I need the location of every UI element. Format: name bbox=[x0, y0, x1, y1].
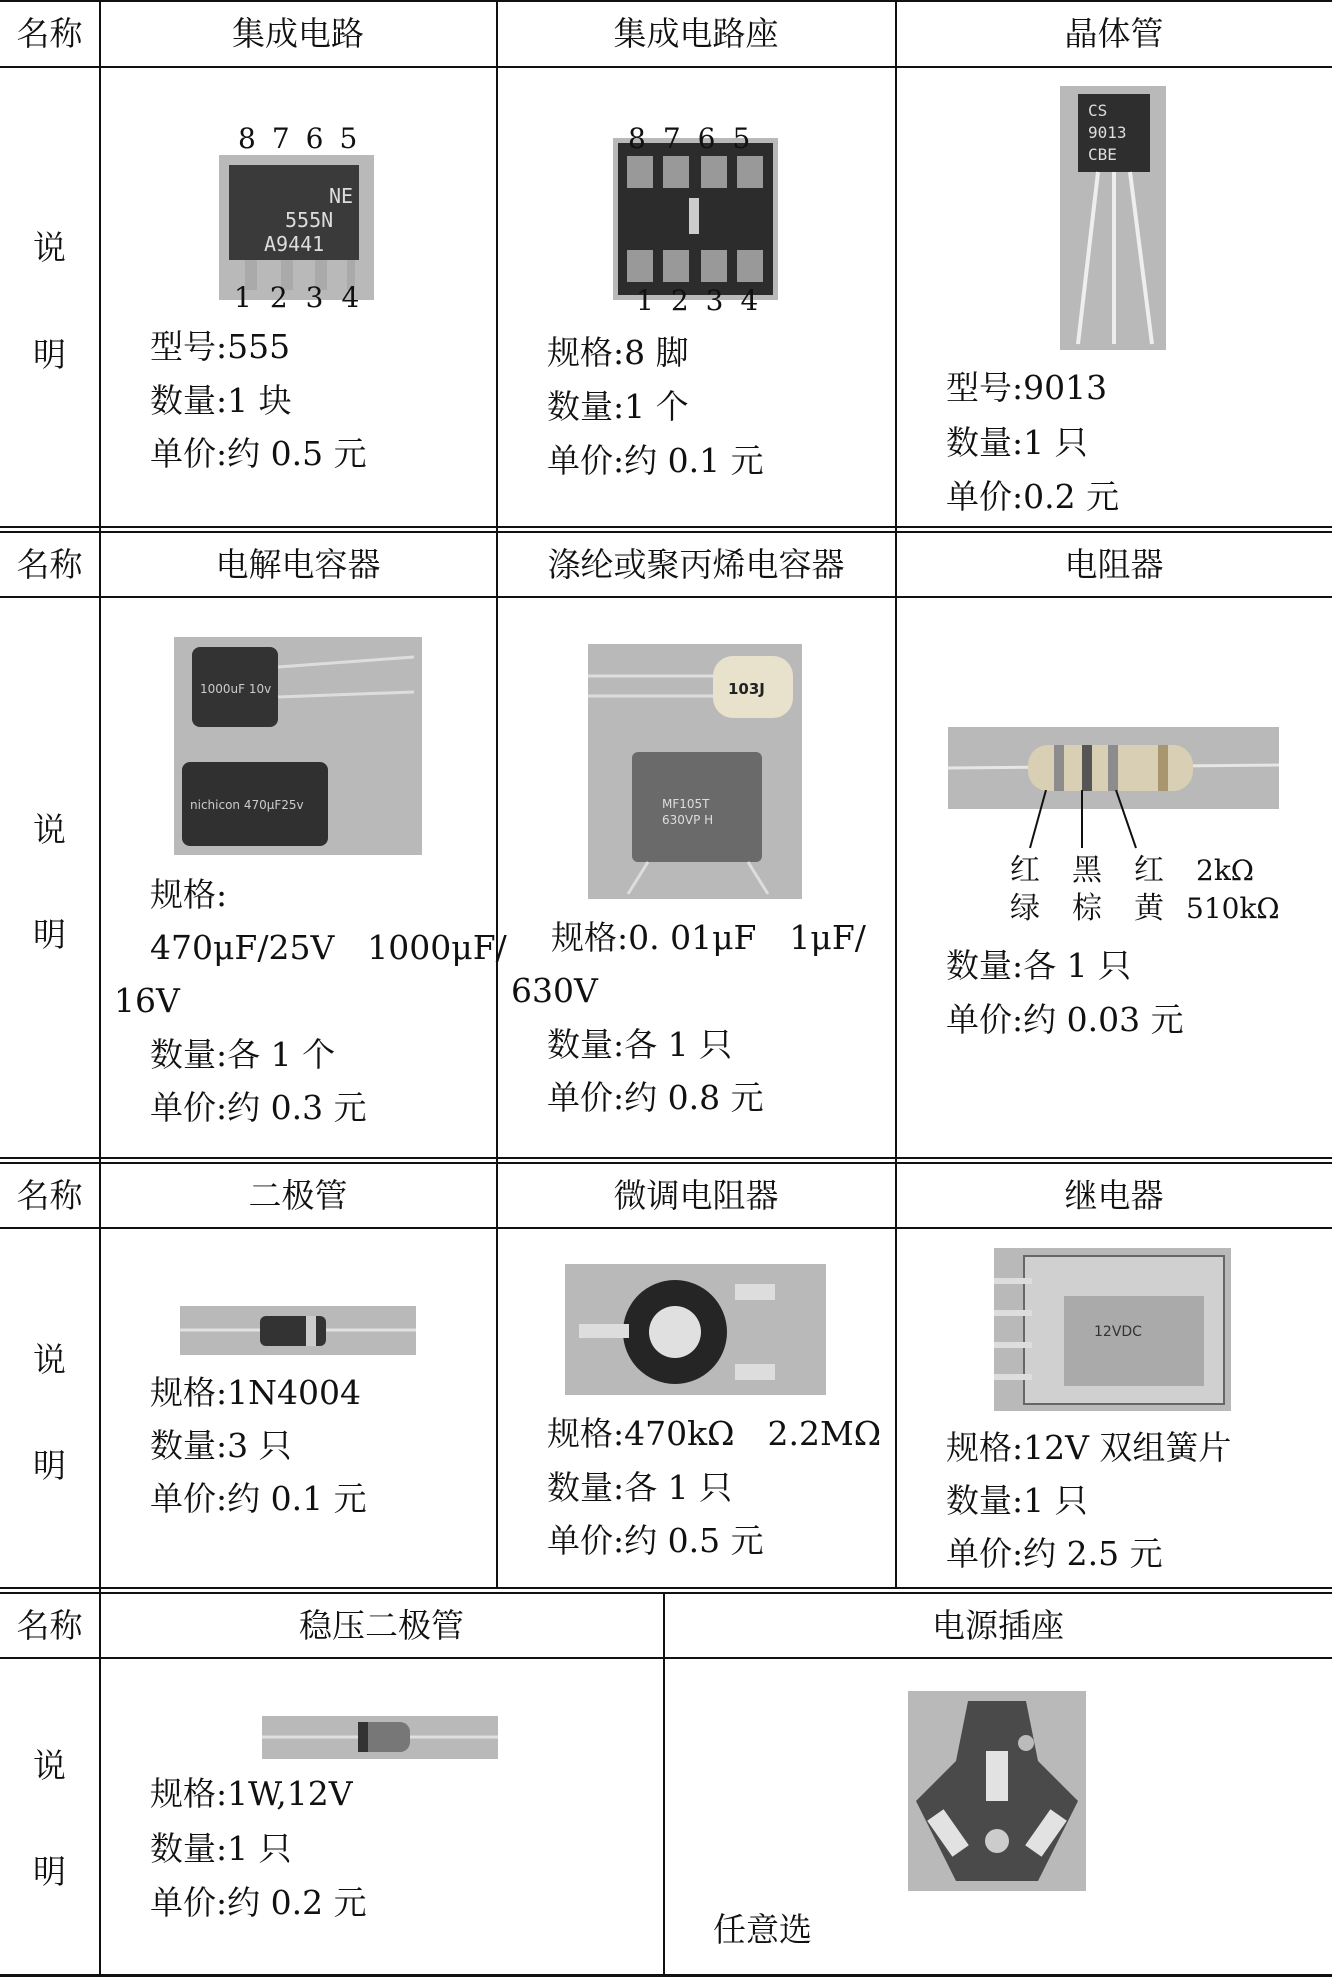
pin-numbers-bottom: 1234 bbox=[636, 284, 776, 317]
spec-line: 单价:约 0.5 元 bbox=[547, 1521, 764, 1560]
col-rule bbox=[496, 0, 498, 1589]
header-label: 名称 bbox=[16, 14, 83, 53]
section-divider bbox=[0, 526, 1332, 528]
spec-line: 单价:约 0.1 元 bbox=[547, 441, 764, 480]
spec-line: 数量:各 1 只 bbox=[547, 1025, 733, 1064]
pin-numbers-bottom: 1234 bbox=[234, 281, 378, 314]
zener-diode-photo bbox=[262, 1716, 498, 1759]
section-divider bbox=[0, 1162, 1332, 1164]
spec-line: 单价:约 2.5 元 bbox=[946, 1534, 1163, 1573]
spec-line: 数量:各 1 个 bbox=[150, 1035, 336, 1074]
spec-line: 16V bbox=[114, 981, 180, 1020]
table-bottom-rule bbox=[0, 1974, 1332, 1977]
section-divider bbox=[0, 1592, 1332, 1594]
band-label: 棕 bbox=[1072, 891, 1102, 926]
spec-line: 数量:各 1 只 bbox=[946, 946, 1132, 985]
desc-label: 说 bbox=[33, 1746, 66, 1785]
band-label: 绿 bbox=[1010, 891, 1040, 926]
film-capacitor-photo bbox=[588, 644, 802, 899]
spec-line: 规格:470kΩ 2.2MΩ bbox=[547, 1414, 882, 1453]
band-pointer-lines bbox=[1000, 790, 1160, 850]
spec-line: 数量:3 只 bbox=[150, 1426, 292, 1465]
desc-label: 明 bbox=[33, 1446, 66, 1485]
header-label: 名称 bbox=[16, 545, 83, 584]
cap-mark-5: 630VP H bbox=[662, 813, 714, 827]
band-value: 2kΩ bbox=[1196, 854, 1254, 887]
spec-line: 单价:约 0.3 元 bbox=[150, 1088, 367, 1127]
desc-label: 说 bbox=[33, 810, 66, 849]
col-rule bbox=[99, 0, 101, 1976]
spec-line: 任意选 bbox=[713, 1910, 812, 1949]
item-name: 二极管 bbox=[248, 1176, 348, 1215]
item-name: 集成电路座 bbox=[613, 14, 779, 53]
band-label: 红 bbox=[1134, 853, 1164, 888]
ic-mark-2: 555N bbox=[285, 208, 334, 232]
trimmer-resistor-photo bbox=[565, 1264, 826, 1395]
diode-photo bbox=[180, 1306, 416, 1355]
spec-line: 数量:1 只 bbox=[150, 1829, 292, 1868]
relay-mark: 12VDC bbox=[1094, 1324, 1142, 1340]
spec-line: 规格:1N4004 bbox=[150, 1373, 361, 1412]
spec-line: 630V bbox=[511, 971, 598, 1010]
rule bbox=[0, 66, 1332, 68]
desc-label: 说 bbox=[33, 1340, 66, 1379]
band-label: 红 bbox=[1010, 853, 1040, 888]
item-name: 继电器 bbox=[1064, 1176, 1164, 1215]
col-rule bbox=[895, 0, 897, 1589]
spec-line: 470μF/25V 1000μF/ bbox=[150, 928, 507, 967]
ic-socket-photo bbox=[613, 138, 778, 300]
item-name: 电解电容器 bbox=[215, 545, 381, 584]
band-value: 510kΩ bbox=[1186, 892, 1280, 925]
spec-line: 单价:约 0.5 元 bbox=[150, 434, 367, 473]
desc-label: 明 bbox=[33, 1852, 66, 1891]
spec-line: 数量:1 只 bbox=[946, 1481, 1088, 1520]
pin-numbers-top: 8765 bbox=[238, 122, 374, 155]
table-top-rule bbox=[0, 0, 1332, 2]
header-label: 名称 bbox=[16, 1606, 83, 1645]
col-rule bbox=[663, 1592, 665, 1976]
spec-line: 型号:9013 bbox=[946, 368, 1108, 407]
transistor-mark-2: 9013 bbox=[1088, 123, 1127, 142]
pin-numbers-top: 8765 bbox=[628, 122, 768, 155]
spec-line: 单价:约 0.03 元 bbox=[946, 1000, 1184, 1039]
item-name: 晶体管 bbox=[1064, 14, 1164, 53]
spec-line: 规格:8 脚 bbox=[547, 333, 689, 372]
ic-mark-1: NE bbox=[329, 184, 354, 208]
item-name: 微调电阻器 bbox=[613, 1176, 779, 1215]
spec-line: 单价:约 0.1 元 bbox=[150, 1479, 367, 1518]
rule bbox=[0, 596, 1332, 598]
relay-photo bbox=[994, 1248, 1231, 1411]
cap-mark-1: 1000uF 10v bbox=[200, 682, 272, 696]
spec-line: 规格:1W,12V bbox=[150, 1774, 353, 1813]
section-divider bbox=[0, 1157, 1332, 1159]
section-divider bbox=[0, 531, 1332, 533]
ic-555-photo bbox=[219, 155, 374, 300]
spec-line: 规格:12V 双组簧片 bbox=[946, 1428, 1232, 1467]
cap-mark-2: nichicon 470μF25v bbox=[190, 798, 304, 812]
band-label: 黑 bbox=[1072, 853, 1102, 888]
cap-mark-4: MF105T bbox=[662, 797, 710, 811]
band-label: 黄 bbox=[1134, 891, 1164, 926]
item-name: 涤纶或聚丙烯电容器 bbox=[547, 545, 845, 584]
header-label: 名称 bbox=[16, 1176, 83, 1215]
spec-line: 单价:约 0.8 元 bbox=[547, 1078, 764, 1117]
desc-label: 明 bbox=[33, 335, 66, 374]
transistor-mark-1: CS bbox=[1088, 101, 1108, 120]
item-name: 电阻器 bbox=[1064, 545, 1164, 584]
rule bbox=[0, 1227, 1332, 1229]
spec-line: 数量:各 1 只 bbox=[547, 1468, 733, 1507]
spec-line: 规格: bbox=[150, 875, 228, 914]
transistor-photo bbox=[1060, 86, 1166, 350]
rule bbox=[0, 1657, 1332, 1659]
spec-line: 数量:1 块 bbox=[150, 381, 292, 420]
power-socket-photo bbox=[908, 1691, 1086, 1891]
transistor-mark-3: CBE bbox=[1088, 145, 1117, 164]
desc-label: 明 bbox=[33, 915, 66, 954]
spec-line: 型号:555 bbox=[150, 327, 291, 366]
item-name: 集成电路 bbox=[232, 14, 364, 53]
spec-line: 数量:1 只 bbox=[946, 423, 1088, 462]
item-name: 电源插座 bbox=[932, 1606, 1064, 1645]
electrolytic-capacitor-photo bbox=[174, 637, 422, 855]
section-divider bbox=[0, 1587, 1332, 1589]
spec-line: 规格:0. 01μF 1μF/ bbox=[551, 918, 866, 957]
cap-mark-3: 103J bbox=[728, 680, 765, 698]
item-name: 稳压二极管 bbox=[299, 1606, 464, 1645]
spec-line: 单价:约 0.2 元 bbox=[150, 1883, 367, 1922]
spec-line: 单价:0.2 元 bbox=[946, 477, 1120, 516]
desc-label: 说 bbox=[33, 228, 66, 267]
spec-line: 数量:1 个 bbox=[547, 387, 689, 426]
ic-mark-3: A9441 bbox=[264, 232, 325, 256]
